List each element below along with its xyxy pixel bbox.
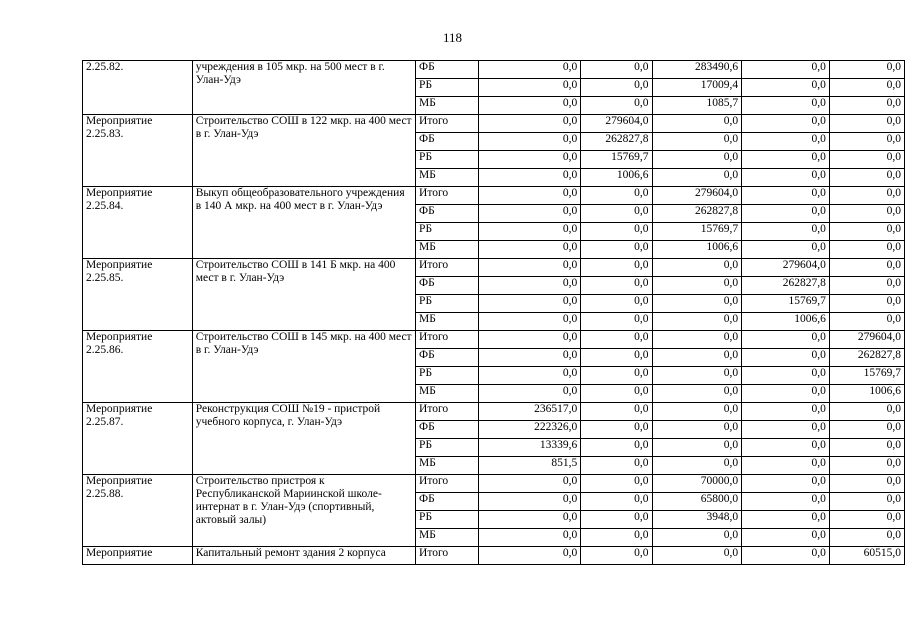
page-number: 118 <box>442 30 463 45</box>
activity-name: учреждения в 105 мкр. на 500 мест в г. Улан-Удэ <box>192 61 415 115</box>
amount-cell: 0,0 <box>479 493 581 511</box>
amount-cell: 0,0 <box>581 511 652 529</box>
amount-cell: 262827,8 <box>742 277 830 295</box>
funding-source: ФБ <box>416 493 479 511</box>
amount-cell: 0,0 <box>581 277 652 295</box>
amount-cell: 1006,6 <box>742 313 830 331</box>
amount-cell: 851,5 <box>479 457 581 475</box>
activity-code: Мероприятие 2.25.83. <box>83 115 193 187</box>
amount-cell: 0,0 <box>742 205 830 223</box>
amount-cell: 0,0 <box>742 187 830 205</box>
amount-cell: 0,0 <box>479 349 581 367</box>
amount-cell: 262827,8 <box>652 205 742 223</box>
funding-source: РБ <box>416 151 479 169</box>
funding-source: Итого <box>416 403 479 421</box>
amount-cell: 0,0 <box>479 475 581 493</box>
amount-cell: 0,0 <box>581 295 652 313</box>
funding-source: МБ <box>416 241 479 259</box>
amount-cell: 0,0 <box>742 79 830 97</box>
amount-cell: 0,0 <box>479 151 581 169</box>
table-row <box>83 61 905 79</box>
activity-code: Мероприятие 2.25.85. <box>83 259 193 331</box>
amount-cell: 1006,6 <box>581 169 652 187</box>
amount-cell: 0,0 <box>479 259 581 277</box>
activity-name: Строительство СОШ в 145 мкр. на 400 мест в г. Улан-Удэ <box>192 331 415 403</box>
activity-name: Строительство СОШ в 122 мкр. на 400 мест в г. Улан-Удэ <box>192 115 415 187</box>
amount-cell: 0,0 <box>652 547 742 565</box>
funding-source: РБ <box>416 511 479 529</box>
amount-cell: 0,0 <box>652 331 742 349</box>
amount-cell: 65800,0 <box>652 493 742 511</box>
amount-cell: 0,0 <box>479 115 581 133</box>
amount-cell: 262827,8 <box>581 133 652 151</box>
amount-cell: 0,0 <box>581 385 652 403</box>
amount-cell: 0,0 <box>742 385 830 403</box>
activity-code: Мероприятие 2.25.86. <box>83 331 193 403</box>
amount-cell: 0,0 <box>479 529 581 547</box>
amount-cell: 0,0 <box>742 115 830 133</box>
amount-cell: 0,0 <box>829 511 904 529</box>
amount-cell: 0,0 <box>652 259 742 277</box>
amount-cell: 0,0 <box>581 349 652 367</box>
amount-cell: 0,0 <box>829 421 904 439</box>
amount-cell: 15769,7 <box>652 223 742 241</box>
amount-cell: 0,0 <box>652 385 742 403</box>
funding-source: Итого <box>416 475 479 493</box>
funding-source: Итого <box>416 187 479 205</box>
amount-cell: 1006,6 <box>829 385 904 403</box>
funding-source: РБ <box>416 367 479 385</box>
amount-cell: 0,0 <box>652 439 742 457</box>
funding-source: Итого <box>416 115 479 133</box>
amount-cell: 0,0 <box>742 421 830 439</box>
amount-cell: 236517,0 <box>479 403 581 421</box>
amount-cell: 222326,0 <box>479 421 581 439</box>
amount-cell: 0,0 <box>479 367 581 385</box>
table-row <box>83 331 905 349</box>
amount-cell: 70000,0 <box>652 475 742 493</box>
funding-source: МБ <box>416 97 479 115</box>
table-row <box>83 115 905 133</box>
amount-cell: 0,0 <box>652 313 742 331</box>
amount-cell: 279604,0 <box>742 259 830 277</box>
amount-cell: 0,0 <box>742 61 830 79</box>
funding-source: МБ <box>416 457 479 475</box>
amount-cell: 0,0 <box>829 187 904 205</box>
amount-cell: 0,0 <box>829 97 904 115</box>
amount-cell: 0,0 <box>581 187 652 205</box>
amount-cell: 0,0 <box>742 223 830 241</box>
amount-cell: 0,0 <box>742 133 830 151</box>
funding-source: РБ <box>416 295 479 313</box>
amount-cell: 0,0 <box>479 187 581 205</box>
amount-cell: 0,0 <box>479 385 581 403</box>
budget-table <box>82 60 905 565</box>
amount-cell: 279604,0 <box>581 115 652 133</box>
funding-source: ФБ <box>416 61 479 79</box>
amount-cell: 0,0 <box>581 421 652 439</box>
amount-cell: 17009,4 <box>652 79 742 97</box>
amount-cell: 0,0 <box>479 61 581 79</box>
activity-code: Мероприятие 2.25.87. <box>83 403 193 475</box>
amount-cell: 1085,7 <box>652 97 742 115</box>
amount-cell: 283490,6 <box>652 61 742 79</box>
amount-cell: 0,0 <box>479 169 581 187</box>
amount-cell: 0,0 <box>652 403 742 421</box>
funding-source: Итого <box>416 259 479 277</box>
amount-cell: 13339,6 <box>479 439 581 457</box>
funding-source: РБ <box>416 223 479 241</box>
amount-cell: 0,0 <box>829 259 904 277</box>
amount-cell: 1006,6 <box>652 241 742 259</box>
funding-source: МБ <box>416 529 479 547</box>
amount-cell: 0,0 <box>652 421 742 439</box>
amount-cell: 0,0 <box>581 529 652 547</box>
amount-cell: 0,0 <box>652 367 742 385</box>
activity-code: 2.25.82. <box>83 61 193 115</box>
amount-cell: 0,0 <box>581 61 652 79</box>
amount-cell: 0,0 <box>479 547 581 565</box>
amount-cell: 0,0 <box>742 169 830 187</box>
amount-cell: 0,0 <box>581 79 652 97</box>
budget-table-body <box>83 61 905 565</box>
amount-cell: 0,0 <box>581 205 652 223</box>
amount-cell: 0,0 <box>742 151 830 169</box>
funding-source: ФБ <box>416 349 479 367</box>
amount-cell: 0,0 <box>652 349 742 367</box>
amount-cell: 0,0 <box>742 331 830 349</box>
amount-cell: 0,0 <box>479 205 581 223</box>
funding-source: ФБ <box>416 133 479 151</box>
funding-source: РБ <box>416 439 479 457</box>
activity-name: Капитальный ремонт здания 2 корпуса <box>192 547 415 565</box>
table-row <box>83 547 905 565</box>
amount-cell: 0,0 <box>652 295 742 313</box>
amount-cell: 0,0 <box>829 133 904 151</box>
activity-name: Реконструкция СОШ №19 - пристрой учебного корпуса, г. Улан-Удэ <box>192 403 415 475</box>
amount-cell: 0,0 <box>479 511 581 529</box>
funding-source: РБ <box>416 79 479 97</box>
amount-cell: 0,0 <box>742 349 830 367</box>
amount-cell: 0,0 <box>829 205 904 223</box>
amount-cell: 0,0 <box>742 475 830 493</box>
table-row <box>83 259 905 277</box>
funding-source: ФБ <box>416 421 479 439</box>
amount-cell: 0,0 <box>581 403 652 421</box>
amount-cell: 0,0 <box>652 151 742 169</box>
amount-cell: 0,0 <box>742 97 830 115</box>
activity-name: Выкуп общеобразовательного учреждения в 140 А мкр. на 400 мест в г. Улан-Удэ <box>192 187 415 259</box>
amount-cell: 0,0 <box>652 133 742 151</box>
funding-source: ФБ <box>416 277 479 295</box>
amount-cell: 0,0 <box>829 241 904 259</box>
amount-cell: 0,0 <box>829 295 904 313</box>
amount-cell: 0,0 <box>829 493 904 511</box>
amount-cell: 0,0 <box>479 331 581 349</box>
amount-cell: 0,0 <box>829 439 904 457</box>
amount-cell: 279604,0 <box>652 187 742 205</box>
amount-cell: 0,0 <box>829 277 904 295</box>
amount-cell: 0,0 <box>581 241 652 259</box>
amount-cell: 15769,7 <box>742 295 830 313</box>
funding-source: МБ <box>416 169 479 187</box>
amount-cell: 0,0 <box>742 511 830 529</box>
amount-cell: 15769,7 <box>829 367 904 385</box>
amount-cell: 0,0 <box>829 61 904 79</box>
amount-cell: 0,0 <box>581 457 652 475</box>
amount-cell: 0,0 <box>581 223 652 241</box>
amount-cell: 279604,0 <box>829 331 904 349</box>
amount-cell: 3948,0 <box>652 511 742 529</box>
amount-cell: 0,0 <box>829 223 904 241</box>
amount-cell: 0,0 <box>581 439 652 457</box>
table-row <box>83 403 905 421</box>
amount-cell: 0,0 <box>829 79 904 97</box>
amount-cell: 0,0 <box>479 313 581 331</box>
amount-cell: 0,0 <box>742 241 830 259</box>
amount-cell: 0,0 <box>742 493 830 511</box>
amount-cell: 0,0 <box>829 457 904 475</box>
amount-cell: 0,0 <box>581 97 652 115</box>
funding-source: МБ <box>416 313 479 331</box>
activity-code: Мероприятие <box>83 547 193 565</box>
amount-cell: 0,0 <box>652 277 742 295</box>
activity-code: Мероприятие 2.25.88. <box>83 475 193 547</box>
funding-source: Итого <box>416 547 479 565</box>
amount-cell: 0,0 <box>829 403 904 421</box>
table-row <box>83 475 905 493</box>
amount-cell: 0,0 <box>652 529 742 547</box>
amount-cell: 262827,8 <box>829 349 904 367</box>
amount-cell: 0,0 <box>829 115 904 133</box>
amount-cell: 0,0 <box>581 331 652 349</box>
activity-name: Строительство СОШ в 141 Б мкр. на 400 мест в г. Улан-Удэ <box>192 259 415 331</box>
amount-cell: 0,0 <box>742 367 830 385</box>
amount-cell: 0,0 <box>829 151 904 169</box>
amount-cell: 0,0 <box>479 295 581 313</box>
table-row <box>83 187 905 205</box>
amount-cell: 0,0 <box>479 97 581 115</box>
amount-cell: 0,0 <box>479 277 581 295</box>
activity-code: Мероприятие 2.25.84. <box>83 187 193 259</box>
amount-cell: 0,0 <box>581 475 652 493</box>
amount-cell: 0,0 <box>829 475 904 493</box>
amount-cell: 60515,0 <box>829 547 904 565</box>
amount-cell: 0,0 <box>742 529 830 547</box>
amount-cell: 0,0 <box>829 529 904 547</box>
amount-cell: 15769,7 <box>581 151 652 169</box>
amount-cell: 0,0 <box>742 547 830 565</box>
amount-cell: 0,0 <box>479 79 581 97</box>
amount-cell: 0,0 <box>581 313 652 331</box>
funding-source: МБ <box>416 385 479 403</box>
amount-cell: 0,0 <box>829 169 904 187</box>
amount-cell: 0,0 <box>581 367 652 385</box>
amount-cell: 0,0 <box>742 457 830 475</box>
amount-cell: 0,0 <box>829 313 904 331</box>
amount-cell: 0,0 <box>652 169 742 187</box>
amount-cell: 0,0 <box>479 241 581 259</box>
amount-cell: 0,0 <box>581 547 652 565</box>
amount-cell: 0,0 <box>581 493 652 511</box>
amount-cell: 0,0 <box>479 223 581 241</box>
amount-cell: 0,0 <box>652 115 742 133</box>
amount-cell: 0,0 <box>581 259 652 277</box>
activity-name: Строительство пристроя к Республиканской Мариинской школе-интернат в г. Улан-Удэ (спортивный, актовый залы) <box>192 475 415 547</box>
funding-source: Итого <box>416 331 479 349</box>
amount-cell: 0,0 <box>742 403 830 421</box>
amount-cell: 0,0 <box>742 439 830 457</box>
amount-cell: 0,0 <box>652 457 742 475</box>
funding-source: ФБ <box>416 205 479 223</box>
amount-cell: 0,0 <box>479 133 581 151</box>
